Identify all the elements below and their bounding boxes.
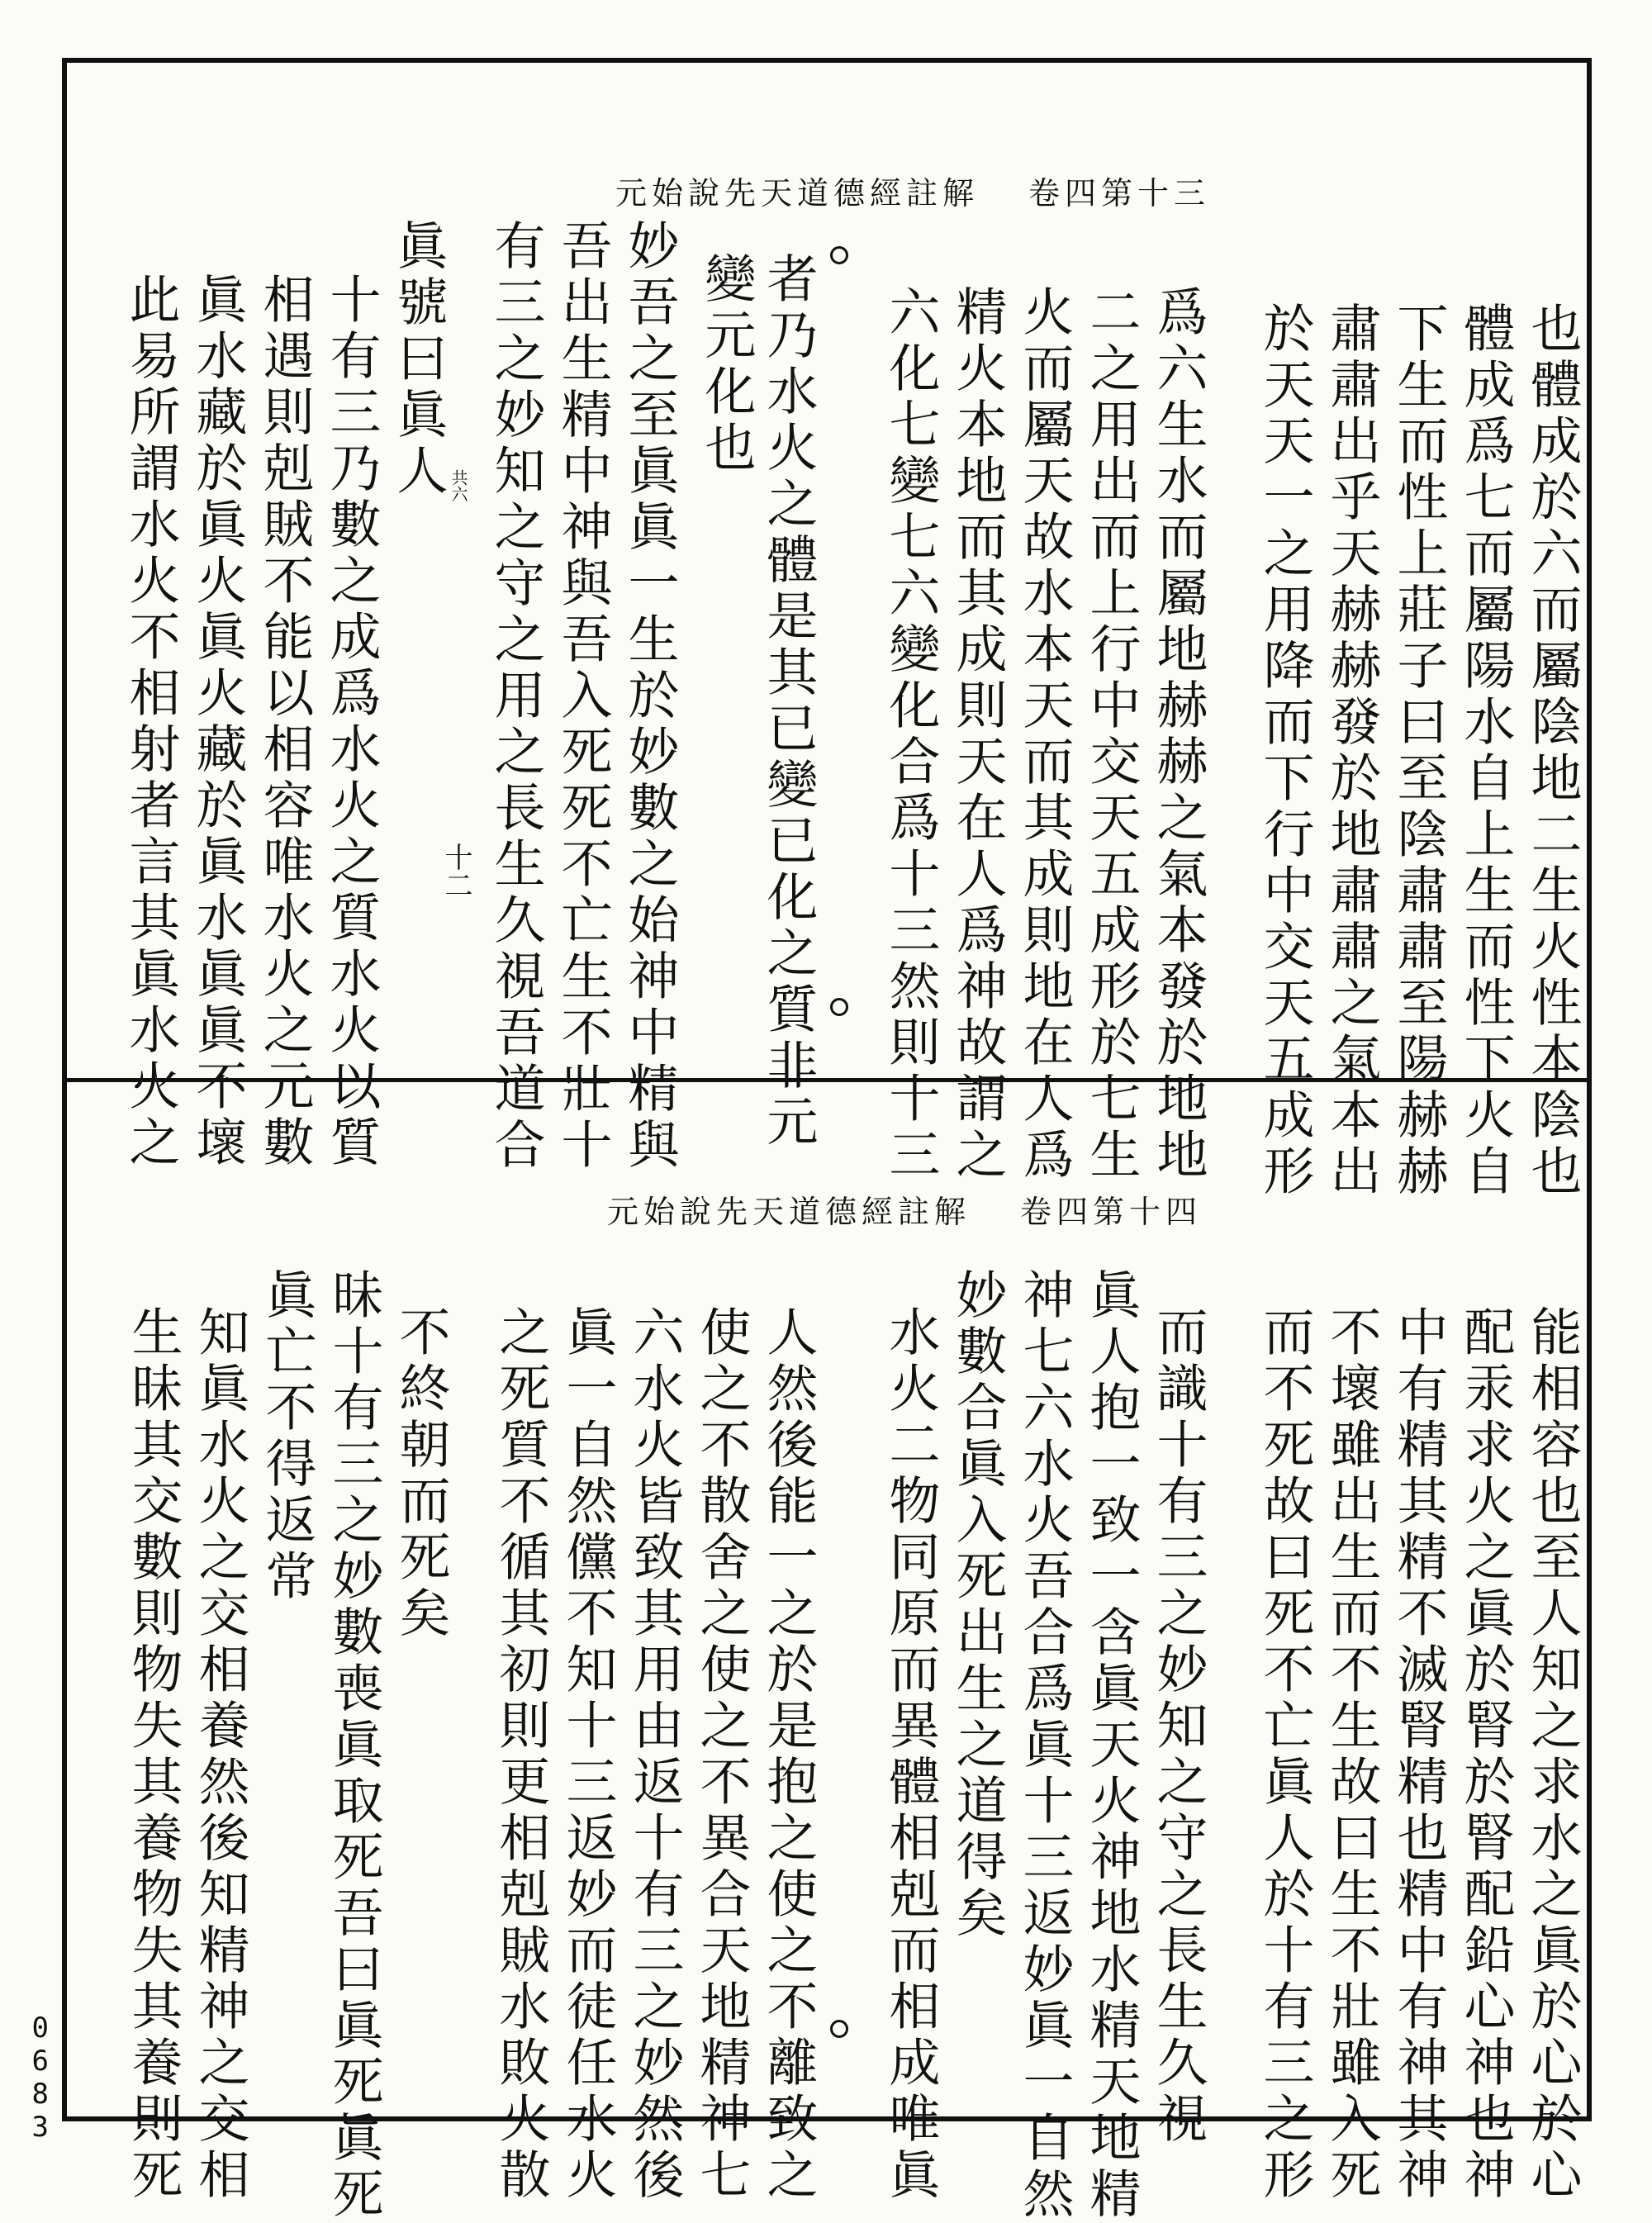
top-col-16: 眞號曰眞人 — [388, 219, 449, 500]
top-circle-mark-2 — [830, 998, 848, 1016]
top-col-7: 二之用出而上行中交天五成形於七生 — [1081, 285, 1142, 1184]
top-col-9: 精火本地而其成則天在人爲神故謂之 — [947, 285, 1008, 1184]
top-header-volume: 卷四第十三 — [1028, 175, 1211, 211]
top-col-1: 也體成於六而屬陰地二生火性本陰也 — [1522, 302, 1583, 1200]
top-header-title: 元始說先天道德經註解 — [615, 175, 980, 211]
bottom-col-9: 妙數合眞入死出生之道得矣 — [947, 1268, 1008, 1942]
top-panel-header — [615, 175, 1211, 211]
top-col-11: 者乃水火之體是其已變已化之質非元 — [758, 252, 819, 1151]
bottom-col-8: 神七六水火吾合爲眞十三返妙眞一自然 — [1014, 1268, 1075, 2223]
top-col-12: 變元化也 — [696, 252, 757, 477]
top-col-8: 火而屬天故水本天而其成則地在人爲 — [1014, 285, 1075, 1184]
top-col-2: 體成爲七而屬陽水自上生而性下火自 — [1455, 302, 1516, 1200]
bottom-col-20: 生昧其交數則物失其養物失其養則死 — [123, 1305, 183, 2204]
bottom-col-17: 昧十有三之妙數喪眞取死吾曰眞死眞死 — [324, 1268, 384, 2223]
bottom-col-7: 眞人抱一致一含眞天火神地水精天地精 — [1081, 1268, 1142, 2223]
bottom-col-5: 而不死故曰死不亡眞人於十有三之形 — [1255, 1305, 1315, 2204]
top-col-10: 六化七變七六變化合爲十三然則十三 — [881, 285, 941, 1184]
bottom-header-title: 元始說先天道德經註解 — [607, 1194, 971, 1230]
bottom-col-16: 不終朝而死矣 — [391, 1305, 451, 1642]
bottom-col-18: 眞亡不得返常 — [257, 1268, 317, 1605]
top-col-19: 眞水藏於眞火眞火藏於眞水眞眞不壞 — [188, 273, 248, 1171]
bottom-col-13: 六水火皆致其用由返十有三之妙然後 — [624, 1305, 685, 2204]
bottom-col-10: 水火二物同原而異體相剋而相成唯眞 — [881, 1305, 941, 2204]
bottom-header-volume: 卷四第十四 — [1020, 1194, 1203, 1230]
top-margin-note: 共六 — [449, 469, 468, 502]
bottom-circle-mark — [830, 2020, 848, 2038]
top-col-13: 妙吾之至眞眞一生於妙數之始神中精與 — [620, 219, 680, 1174]
top-col-18: 相遇則剋賊不能以相容唯水火之元數 — [254, 273, 315, 1171]
bottom-col-15: 之死質不循其初則更相剋賊水敗火散 — [491, 1305, 551, 2204]
bottom-col-4: 不壞雖出生而不生故曰生不壯雖入死 — [1322, 1305, 1382, 2204]
top-col-5: 於天天一之用降而下行中交天五成形 — [1255, 302, 1315, 1200]
bottom-col-3: 中有精其精不滅腎精也精中有神其神 — [1389, 1305, 1449, 2204]
bottom-col-19: 知眞水火之交相養然後知精神之交相 — [190, 1305, 250, 2204]
bottom-col-12: 使之不散舍之使之不異合天地精神七 — [691, 1305, 752, 2204]
top-col-4: 肅肅出乎天赫赫發於地肅肅之氣本出 — [1322, 302, 1382, 1200]
top-circle-mark-1 — [830, 246, 848, 264]
bottom-col-14: 眞一自然儻不知十三返妙而徒任水火 — [558, 1305, 618, 2204]
bottom-col-11: 人然後能一之於是抱之使之不離致之 — [758, 1305, 819, 2204]
page-number: 0683 — [23, 2012, 57, 2144]
top-col-6: 爲六生水而屬地赫赫之氣本發於地地 — [1148, 285, 1208, 1184]
top-col-17: 十有三乃數之成爲水火之質水火以質 — [321, 273, 382, 1171]
top-col-3: 下生而性上莊子曰至陰肅肅至陽赫赫 — [1389, 302, 1449, 1200]
bottom-col-2: 配汞求火之眞於腎於腎配鉛心神也神 — [1455, 1305, 1516, 2204]
top-col-15: 有三之妙知之守之用之長生久視吾道合 — [486, 219, 546, 1174]
top-col-14: 吾出生精中神與吾入死死不亡生不壯十 — [553, 219, 613, 1174]
bottom-col-1: 能相容也至人知之求水之眞於心於心 — [1522, 1305, 1583, 2204]
bottom-panel-header — [607, 1196, 1202, 1228]
top-col-20: 此易所謂水火不相射者言其眞水火之 — [121, 273, 181, 1171]
top-leaf-number: 十二 — [439, 843, 472, 899]
bottom-col-6: 而識十有三之妙知之守之長生久視 — [1148, 1305, 1208, 2148]
